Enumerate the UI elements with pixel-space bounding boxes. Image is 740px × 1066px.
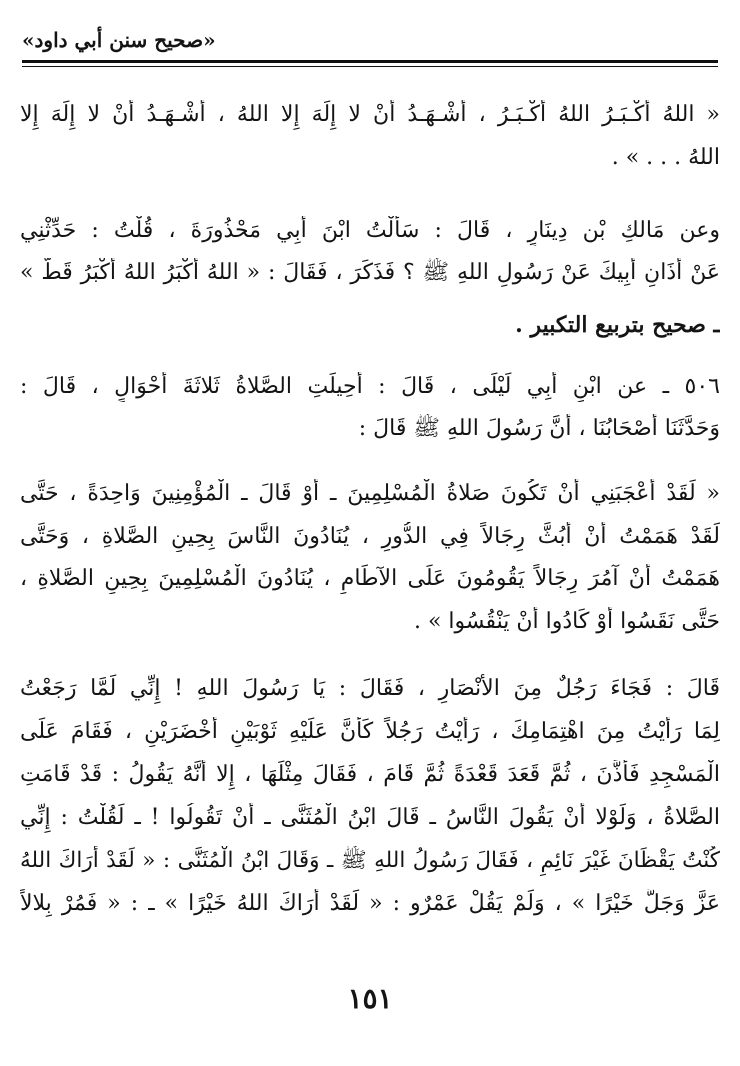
text-line: كُنْتُ يَقْظَانَ غَيْرَ نَائِمٍ ، فَقَالَ رَسُولُ اللهِ ﷺ ـ وَقَالَ ابْنُ الْمُثَنَّى : « لَقَدْ أَرَاكَ اللهُ xyxy=(20,848,720,873)
grading-line: ـ صحيح بتربيع التكبير . xyxy=(515,312,720,338)
header-rule-thin xyxy=(22,66,718,67)
text-line: اللهُ . . . » . xyxy=(611,145,720,170)
running-header xyxy=(22,22,718,64)
text-line: عَزَّ وَجَلَّ خَيْرًا » ، وَلَمْ يَقُلْ عَمْرٌو : « لَقَدْ أَرَاكَ اللهُ خَيْرًا » ـ : « فَمُرْ بِلالاً xyxy=(20,891,720,916)
text-line: « اللهُ أَكْـبَـرُ اللهُ أَكْـبَـرُ ، أَشْـهَـدُ أَنْ لا إِلَهَ إِلا اللهُ ، أَشْـهَـدُ أَنْ لا إِلَهَ إِلا xyxy=(20,102,720,127)
text-line: لِمَا رَأَيْتُ مِنَ اهْتِمَامِكَ ، رَأَيْتُ رَجُلاً كَأَنَّ عَلَيْهِ ثَوْبَيْنِ أَخْضَرَيْنِ ، فَقَامَ عَلَى xyxy=(20,719,720,744)
hadith-number-line: ٥٠٦ ـ عن ابْنِ أَبِي لَيْلَى ، قَالَ : أُحِيلَتِ الصَّلاةُ ثَلاثَةَ أَحْوَالٍ ، قَالَ : xyxy=(20,374,720,399)
text-line: هَمَمْتُ أَنْ آمُرَ رِجَالاً يَقُومُونَ عَلَى الآطَامِ ، يُنَادُونَ الْمُسْلِمِينَ بِحِينِ الصَّلاةِ ، xyxy=(20,566,720,591)
text-line: حَتَّى نَقَسُوا أَوْ كَادُوا أَنْ يَنْقُسُوا » . xyxy=(413,609,720,634)
text-line: قَالَ : فَجَاءَ رَجُلٌ مِنَ الأَنْصَارِ ، فَقَالَ : يَا رَسُولَ اللهِ ! إِنِّي لَمَّا رَجَعْتُ xyxy=(20,676,720,701)
text-line: « لَقَدْ أَعْجَبَنِي أَنْ تَكُونَ صَلاةُ الْمُسْلِمِينَ ـ أَوْ قَالَ ـ الْمُؤْمِنِينَ وَاحِدَةً ، حَتَّى xyxy=(20,481,720,506)
text-line: لَقَدْ هَمَمْتُ أَنْ أَبُثَّ رِجَالاً فِي الدُّورِ ، يُنَادُونَ النَّاسَ بِحِينِ الصَّلاةِ ، وَحَتَّى xyxy=(20,524,720,549)
text-line: عَنْ أَذَانِ أَبِيكَ عَنْ رَسُولِ اللهِ ﷺ ؟ فَذَكَرَ ، فَقَالَ : « اللهُ أَكْبَرُ اللهُ أَكْبَرُ قَطُّ » xyxy=(20,260,720,285)
header-title: «صحيح سنن أبي داود» xyxy=(22,28,216,52)
text-line: الصَّلاةُ ، وَلَوْلا أَنْ يَقُولَ النَّاسُ ـ قَالَ ابْنُ الْمُثَنَّى ـ أَنْ تَقُولُوا ! ـ لَقُلْتُ : إِنِّي xyxy=(20,805,720,830)
header-rule-thick xyxy=(22,60,718,63)
text-line: وعن مَالكِ بْن دِينَارٍ ، قَالَ : سَأَلْتُ ابْنَ أَبِي مَحْذُورَةَ ، قُلْتُ : حَدِّثْنِي xyxy=(20,218,720,243)
text-line: الْمَسْجِدِ فَأَذَّنَ ، ثُمَّ قَعَدَ قَعْدَةً ثُمَّ قَامَ ، فَقَالَ مِثْلَهَا ، إِلا أَنَّهُ يَقُولُ : قَدْ قَامَتِ xyxy=(20,762,720,787)
page-number: ١٥١ xyxy=(347,982,393,1015)
text-line: وَحَدَّثَنَا أَصْحَابُنَا ، أَنَّ رَسُولَ اللهِ ﷺ قَالَ : xyxy=(358,416,720,441)
